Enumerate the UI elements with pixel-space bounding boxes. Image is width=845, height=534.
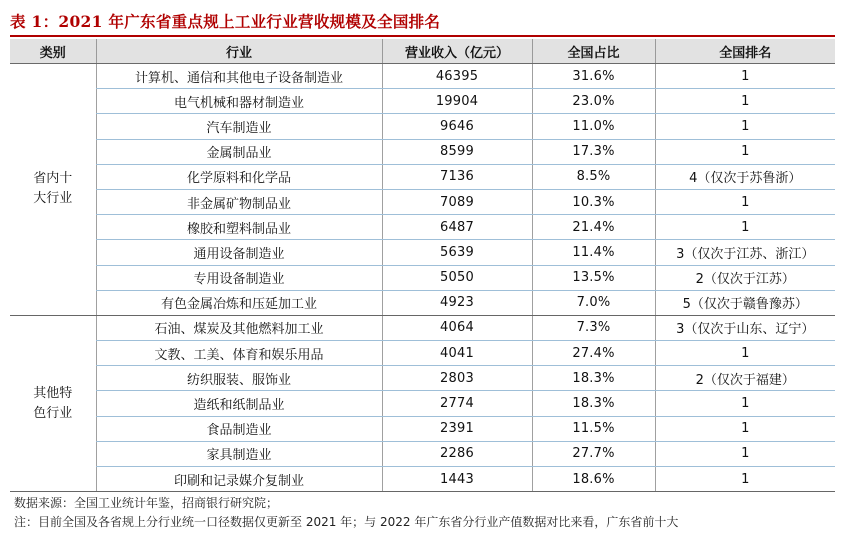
table-row [10, 139, 835, 164]
col-header-industry: 行业 [96, 39, 382, 64]
revenue-cell: 4064 [382, 315, 532, 340]
share-cell: 17.3% [532, 139, 655, 164]
rank-cell: 3（仅次于江苏、浙江） [655, 240, 835, 265]
table-row [10, 366, 835, 391]
share-cell: 11.5% [532, 416, 655, 441]
table-title: 表 1：2021 年广东省重点规上工业行业营收规模及全国排名 [10, 12, 441, 31]
category-cell [10, 315, 96, 491]
share-cell: 13.5% [532, 265, 655, 290]
share-cell: 31.6% [532, 64, 655, 89]
industry-cell: 食品制造业 [96, 416, 382, 441]
share-cell: 11.0% [532, 114, 655, 139]
share-cell: 27.4% [532, 341, 655, 366]
revenue-cell: 7089 [382, 189, 532, 214]
table-row [10, 164, 835, 189]
category-label-line: 省内十 [33, 171, 73, 187]
revenue-cell: 7136 [382, 164, 532, 189]
table-row [10, 215, 835, 240]
table-body [10, 64, 835, 492]
table-row [10, 290, 835, 315]
industry-cell: 有色金属冶炼和压延加工业 [96, 290, 382, 315]
revenue-cell: 1443 [382, 467, 532, 492]
industry-cell: 化学原料和化学品 [96, 164, 382, 189]
rank-cell: 1 [655, 441, 835, 466]
footnotes [14, 494, 678, 532]
revenue-cell: 2774 [382, 391, 532, 416]
share-cell: 18.3% [532, 391, 655, 416]
revenue-cell: 46395 [382, 64, 532, 89]
table-row [10, 391, 835, 416]
revenue-cell: 4923 [382, 290, 532, 315]
share-cell: 21.4% [532, 215, 655, 240]
revenue-cell: 8599 [382, 139, 532, 164]
source-note: 数据来源：全国工业统计年鉴，招商银行研究院； [14, 496, 279, 510]
table-row [10, 265, 835, 290]
rank-cell: 1 [655, 64, 835, 89]
industry-table [10, 39, 835, 492]
industry-cell: 纺织服装、服饰业 [96, 366, 382, 391]
share-cell: 8.5% [532, 164, 655, 189]
industry-cell: 非金属矿物制品业 [96, 189, 382, 214]
rank-cell: 1 [655, 114, 835, 139]
rank-cell: 1 [655, 89, 835, 114]
industry-cell: 家具制造业 [96, 441, 382, 466]
category-cell [10, 64, 96, 316]
industry-cell: 石油、煤炭及其他燃料加工业 [96, 315, 382, 340]
revenue-cell: 19904 [382, 89, 532, 114]
category-label-line: 其他特 [33, 385, 73, 401]
category-label-line: 大行业 [33, 191, 73, 207]
share-cell: 18.3% [532, 366, 655, 391]
rank-cell: 1 [655, 391, 835, 416]
industry-cell: 专用设备制造业 [96, 265, 382, 290]
col-header-share: 全国占比 [532, 39, 655, 64]
table-row [10, 341, 835, 366]
share-cell: 10.3% [532, 189, 655, 214]
revenue-cell: 2803 [382, 366, 532, 391]
table-row [10, 189, 835, 214]
revenue-cell: 2286 [382, 441, 532, 466]
industry-cell: 电气机械和器材制造业 [96, 89, 382, 114]
industry-cell: 金属制品业 [96, 139, 382, 164]
revenue-cell: 5639 [382, 240, 532, 265]
rank-cell: 1 [655, 189, 835, 214]
revenue-cell: 5050 [382, 265, 532, 290]
table-row [10, 441, 835, 466]
rank-cell: 2（仅次于福建） [655, 366, 835, 391]
rank-cell: 1 [655, 341, 835, 366]
rank-cell: 3（仅次于山东、辽宁） [655, 315, 835, 340]
table-row [10, 315, 835, 340]
share-cell: 18.6% [532, 467, 655, 492]
category-label-line: 色行业 [33, 405, 73, 421]
table-row [10, 64, 835, 89]
rank-cell: 2（仅次于江苏） [655, 265, 835, 290]
table-row [10, 114, 835, 139]
industry-cell: 文教、工美、体育和娱乐用品 [96, 341, 382, 366]
industry-cell: 造纸和纸制品业 [96, 391, 382, 416]
rank-cell: 5（仅次于赣鲁豫苏） [655, 290, 835, 315]
col-header-category: 类别 [10, 39, 96, 64]
revenue-cell: 9646 [382, 114, 532, 139]
table-header-row [10, 39, 835, 64]
col-header-revenue: 营业收入（亿元） [382, 39, 532, 64]
title-divider [10, 35, 835, 37]
share-cell: 27.7% [532, 441, 655, 466]
industry-cell: 通用设备制造业 [96, 240, 382, 265]
table-row [10, 240, 835, 265]
table-row [10, 467, 835, 492]
share-cell: 7.0% [532, 290, 655, 315]
table-row [10, 416, 835, 441]
revenue-cell: 4041 [382, 341, 532, 366]
industry-cell: 汽车制造业 [96, 114, 382, 139]
rank-cell: 1 [655, 416, 835, 441]
rank-cell: 1 [655, 467, 835, 492]
revenue-cell: 2391 [382, 416, 532, 441]
col-header-rank: 全国排名 [655, 39, 835, 64]
rank-cell: 1 [655, 215, 835, 240]
rank-cell: 4（仅次于苏鲁浙） [655, 164, 835, 189]
industry-cell: 计算机、通信和其他电子设备制造业 [96, 64, 382, 89]
industry-cell: 印刷和记录媒介复制业 [96, 467, 382, 492]
share-cell: 23.0% [532, 89, 655, 114]
remark-note: 注：目前全国及各省规上分行业统一口径数据仅更新至 2021 年；与 2022 年广东省分行业产值数据对比来看，广东省前十大 [14, 515, 679, 529]
industry-cell: 橡胶和塑料制品业 [96, 215, 382, 240]
revenue-cell: 6487 [382, 215, 532, 240]
share-cell: 7.3% [532, 315, 655, 340]
table-row [10, 89, 835, 114]
share-cell: 11.4% [532, 240, 655, 265]
rank-cell: 1 [655, 139, 835, 164]
